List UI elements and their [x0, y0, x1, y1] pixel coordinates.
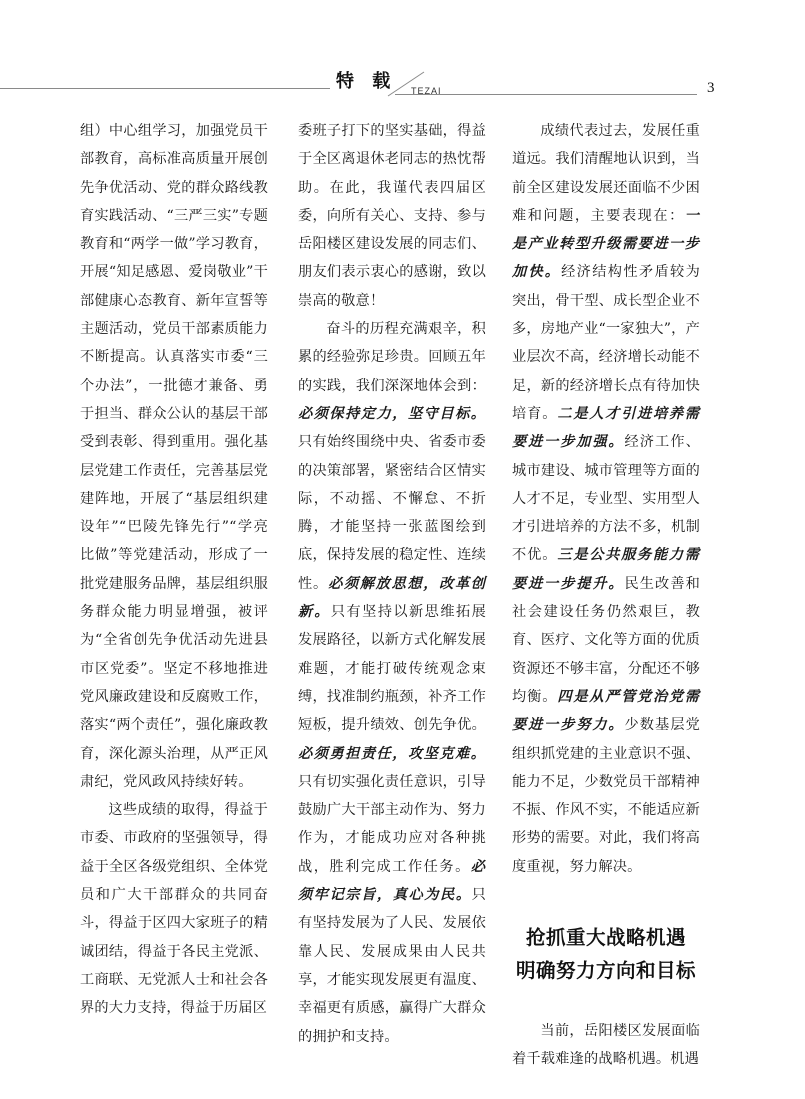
paragraph-text: 民生改善和社会建设任务仍然艰巨，教育、医疗、文化等方面的优质资源还不够丰富，分配还不够均衡。	[512, 575, 700, 705]
page-number: 3	[707, 80, 715, 96]
header-rule-left	[0, 88, 330, 89]
paragraph-text: 少数基层党组织抓党建的主业意识不强、能力不足，少数党员干部精神不振、作风不实，不能适应新形势的需要。对此，我们将高度重视，努力解决。	[512, 717, 700, 875]
text-column-2	[298, 117, 486, 1051]
emphasis-text: 一是产业转型升级需要进一步加快。	[512, 207, 700, 281]
section-label: 特 载	[336, 71, 397, 92]
section-heading	[512, 921, 700, 987]
paragraph	[298, 315, 486, 1051]
emphasis-text: 四是从严管党治党需要进一步努力。	[512, 688, 700, 734]
text-column-1	[80, 117, 268, 1023]
paragraph-text: 奋斗的历程充满艰辛，积累的经验弥足珍贵。回顾五年的实践，我们深深地体会到：	[298, 321, 486, 394]
paragraph: 组）中心组学习，加强党员干部教育，高标准高质量开展创先争优活动、党的群众路线教育实践活动、“三严三实”专题教育和“两学一做”学习教育，开展“知足感恩、爱岗敬业”干部健康心态教育、新年宣誓等主题活动，党员干部素质能力不断提高。认真落实市委“三个办法”，一批德才兼备、勇于担当、群众公认的基层干部受到表彰、得到重用。强化基层党建工作责任，完善基层党建阵地，开展了“基层组织建设年”“巴陵先锋先行”“学亮比做”等党建活动，形成了一批党建服务品牌，基层组织服务群众能力明显增强，被评为“全省创先争优活动先进县市区党委”。坚定不移地推进党风廉政建设和反腐败工作，落实“两个责任”，强化廉政教育，深化源头治理，从严正风肃纪，党风政风持续好转。	[80, 123, 268, 790]
paragraph-text: 经济工作、城市建设、城市管理等方面的人才不足，专业型、实用型人才引进培养的方法不多，机制不优。	[512, 434, 700, 564]
paragraph: 当前，岳阳楼区发展面临着千载难逢的战略机遇。机遇	[512, 1023, 700, 1068]
emphasis-text: 必须解放思想，改革创新。	[298, 575, 486, 621]
paragraph	[512, 117, 700, 881]
paragraph-text: 只有始终围绕中央、省委市委的决策部署，紧密结合区情实际，不动摇、不懈怠、不折腾，才能坚持一张蓝图绘到底，保持发展的稳定性、连续性。	[298, 434, 486, 592]
section-heading-line: 明确努力方向和目标	[515, 959, 696, 983]
emphasis-text: 必须保持定力，坚守目标。	[298, 405, 486, 422]
emphasis-text: 二是人才引进培养需要进一步加强。	[512, 405, 700, 451]
paragraph: 委班子打下的坚实基础，得益于全区离退休老同志的热忱帮助。在此，我谨代表四届区委，向所有关心、支持、参与岳阳楼区建设发展的同志们、朋友们表示衷心的感谢，致以崇高的敬意！	[298, 123, 486, 309]
paragraph: 这些成绩的取得，得益于市委、市政府的坚强领导，得益于全区各级党组织、全体党员和广大干部群众的共同奋斗，得益于区四大家班子的精诚团结，得益于各民主党派、工商联、无党派人士和社会各界的大力支持，得益于历届区	[80, 802, 268, 1017]
emphasis-text: 三是公共服务能力需要进一步提升。	[512, 547, 700, 592]
paragraph-text: 只有坚持发展为了人民、发展依靠人民、发展成果由人民共享，才能实现发展更有温度、幸福更有质感，赢得广大群众的拥护和支持。	[298, 887, 486, 1045]
paragraph-text: 经济结构性矛盾较为突出，骨干型、成长型企业不多，房地产业“一家独大”，产业层次不高，经济增长动能不足，新的经济增长点有待加快培育。	[512, 264, 700, 422]
section-label-pinyin: TEZAI	[411, 86, 442, 96]
page-header	[0, 0, 805, 110]
section-heading-line: 抢抓重大战略机遇	[525, 926, 686, 950]
emphasis-text: 必须牢记宗旨，真心为民。	[298, 858, 486, 904]
paragraph-text: 只有切实强化责任意识，引导鼓励广大干部主动作为、努力作为，才能成功应对各种挑战，胜利完成工作任务。	[298, 773, 486, 875]
paragraph-text: 只有坚持以新思维拓展发展路径，以新方式化解发展难题，才能打破传统观念束缚，找准制约瓶颈，补齐工作短板，提升绩效、创先争优。	[298, 604, 486, 734]
emphasis-text: 必须勇担责任，攻坚克难。	[298, 745, 486, 762]
paragraph-text: 成绩代表过去，发展任重道远。我们清醒地认识到，当前全区建设发展还面临不少困难和问题，主要表现在：	[512, 123, 700, 224]
text-column-3	[512, 117, 700, 1074]
